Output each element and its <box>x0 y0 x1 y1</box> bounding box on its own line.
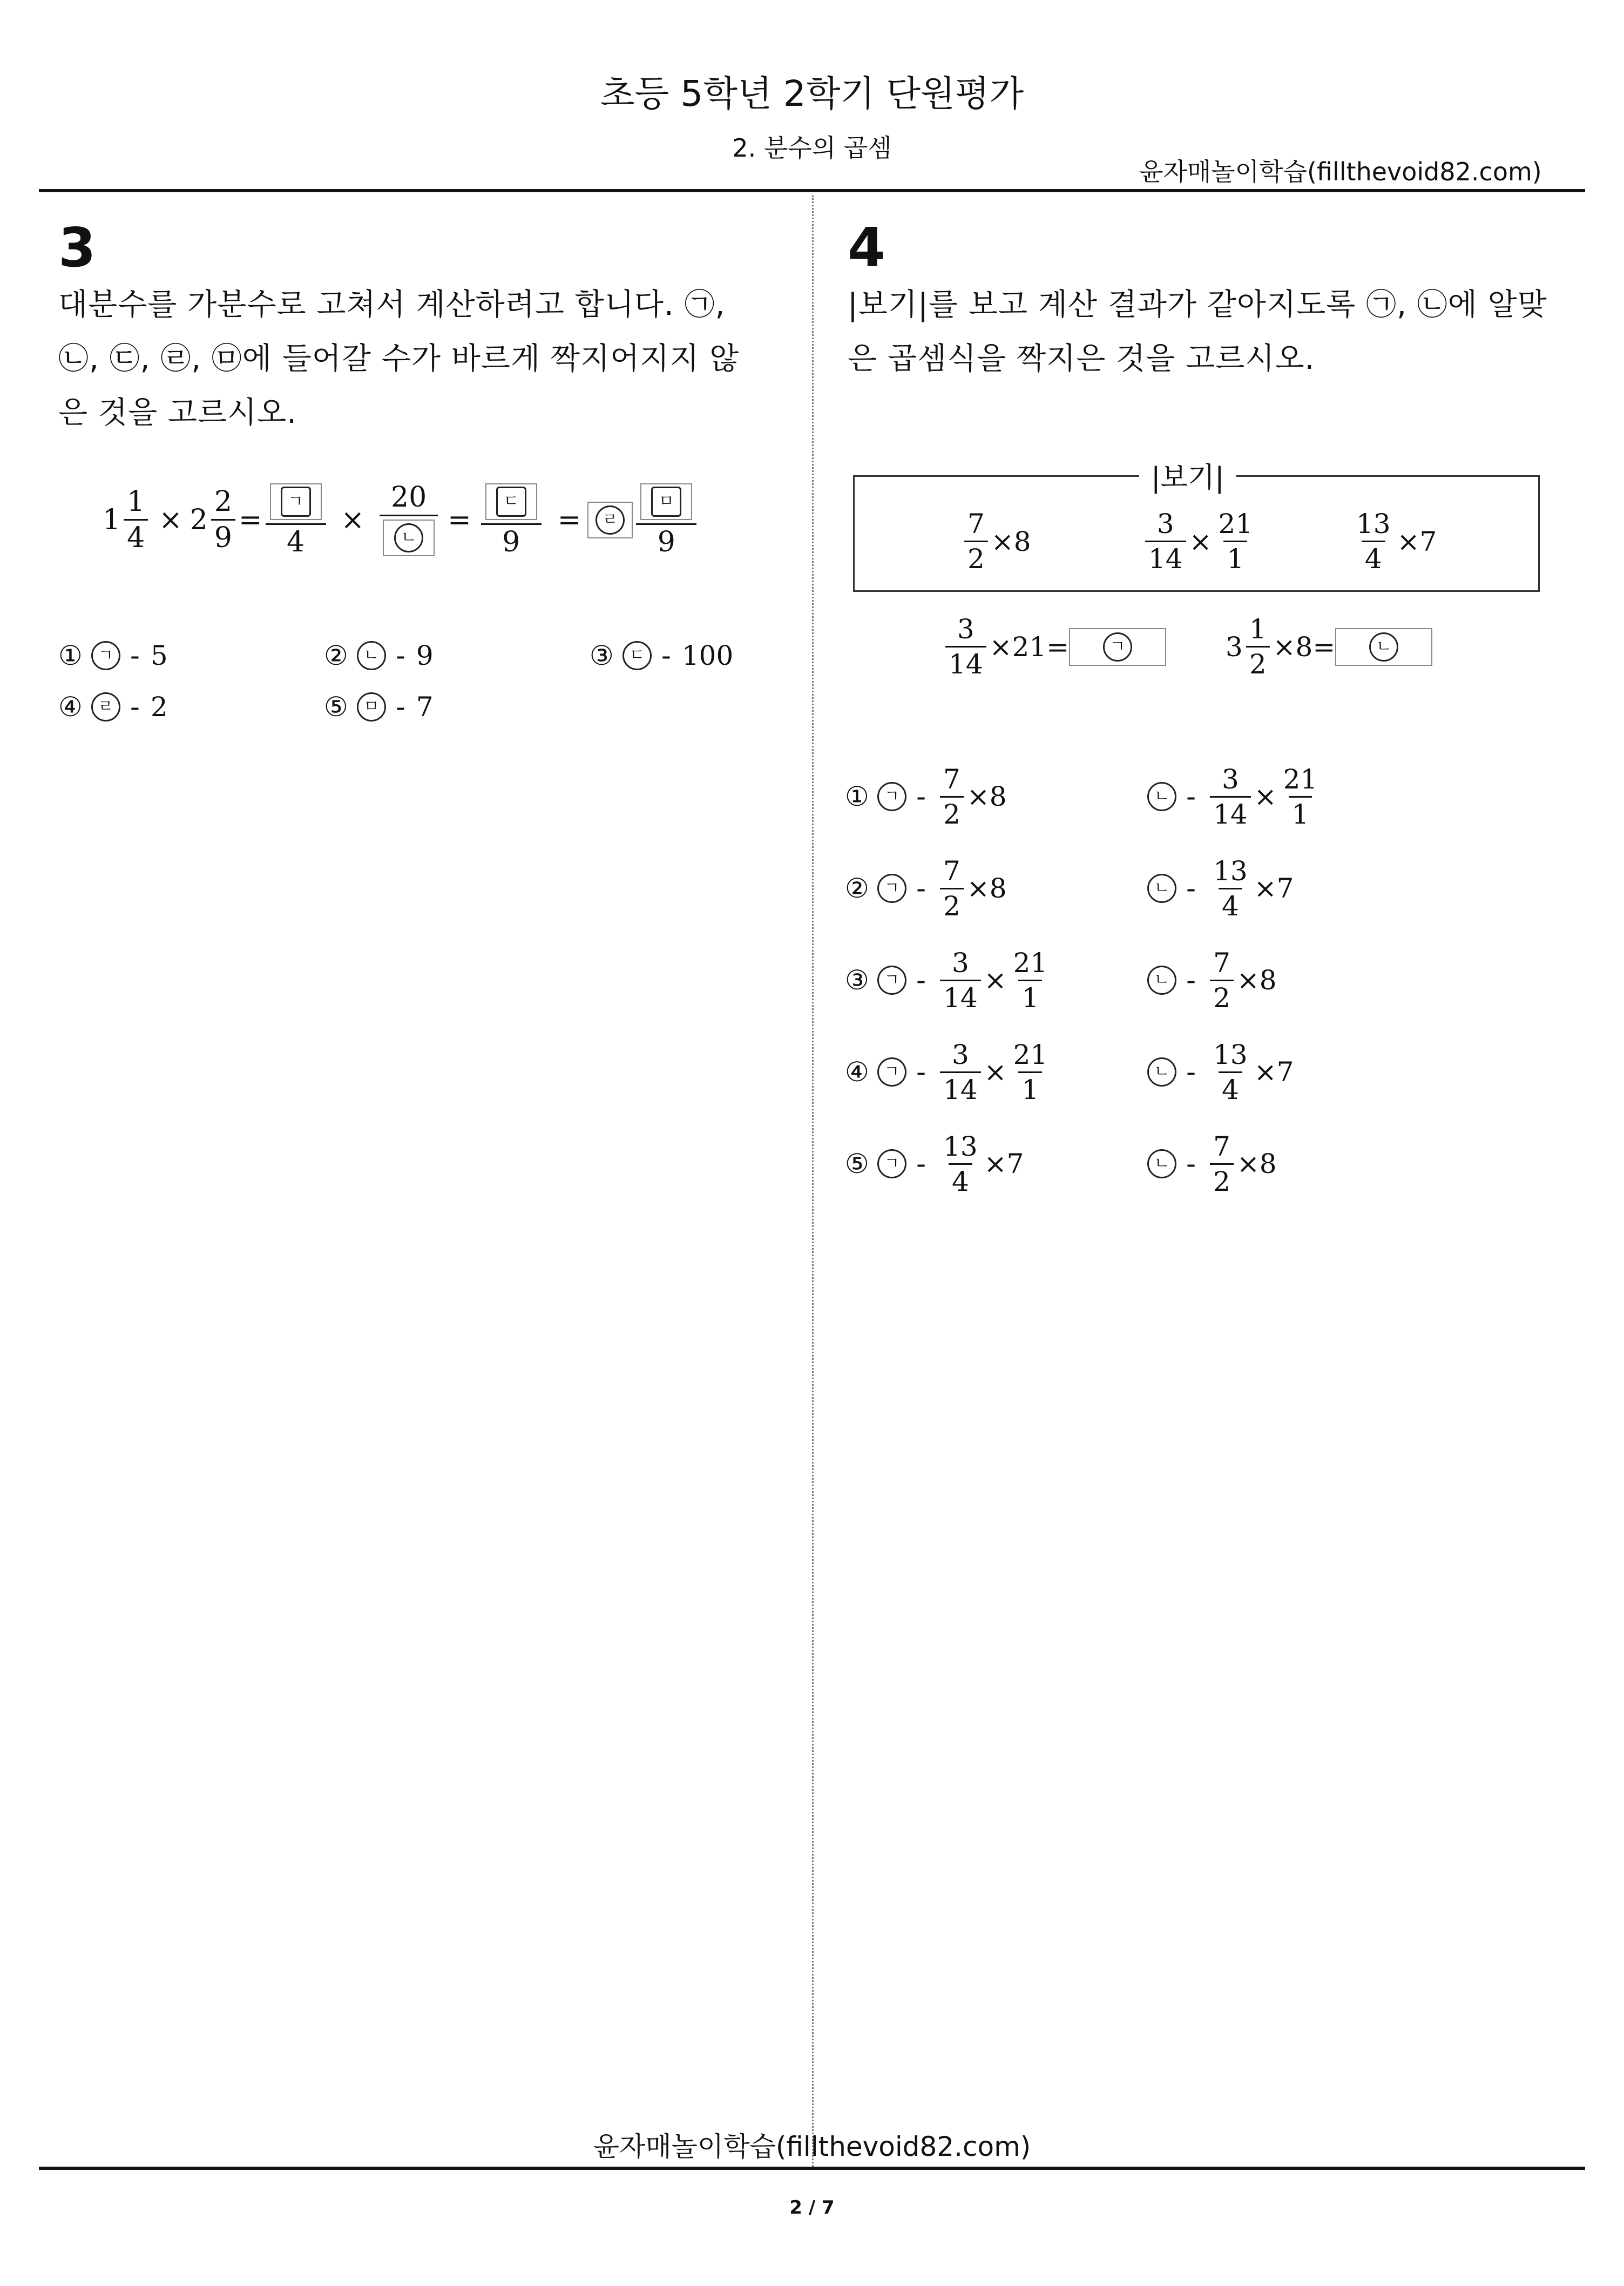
eq-fraction-1: $\frac{1}{4}$ <box>124 488 148 552</box>
bogi-expr-2: $\frac{3}{14}$ × $\frac{21}{1}$ <box>1142 510 1259 572</box>
question-3-line-2: ㉡, ㉢, ㉣, ㉤에 들어갈 수가 바르게 짝지어지지 않 <box>58 341 740 376</box>
question-3-line-1: 대분수를 가분수로 고쳐서 계산하려고 합니다. ㉠, <box>58 287 726 322</box>
footer-brand: 윤자매놀이학습(fillthevoid82.com) <box>593 2131 1031 2162</box>
column-divider <box>812 195 814 2167</box>
page-title: 초등 5학년 2학기 단원평가 <box>600 73 1024 114</box>
label-b-icon: ㄴ <box>1147 874 1176 903</box>
eq-whole-1: 1 <box>103 503 121 536</box>
unit-subtitle: 2. 분수의 곱셈 <box>732 133 892 163</box>
label-a-icon: ㄱ <box>877 966 906 995</box>
blank-box-a <box>270 483 322 520</box>
blank-box-c <box>485 483 537 520</box>
label-a-icon: ㄱ <box>281 487 311 517</box>
blank-box-a <box>1069 628 1166 666</box>
label-a-icon: ㄱ <box>877 1149 906 1178</box>
equals-sign: = <box>448 503 471 536</box>
eq-fraction-2: $\frac{2}{9}$ <box>211 488 235 552</box>
label-a-icon: ㄱ <box>877 874 906 903</box>
question-3-line-3: 은 것을 고르시오. <box>58 395 297 430</box>
label-c-icon: ㄷ <box>622 641 652 670</box>
eq-fraction-3: $\frac{\text{ㄱ}}{4}$ <box>266 483 326 556</box>
choice-5[interactable]: ⑤ ㄱ - $\frac{13}{4}$ ×7 ㄴ - $\frac{7}{2}$ ×8 <box>845 1130 1277 1197</box>
choice-2[interactable]: ② ㄱ - $\frac{7}{2}$ ×8 ㄴ - $\frac{13}{4}$ ×7 <box>845 855 1294 922</box>
label-e-icon: ㅁ <box>651 487 681 517</box>
label-b-icon: ㄴ <box>357 641 386 670</box>
bogi-expr-3: $\frac{13}{4}$ ×7 <box>1356 508 1437 575</box>
label-b-icon: ㄴ <box>1147 1149 1176 1178</box>
label-d-icon: ㄹ <box>596 505 625 535</box>
header-rule <box>39 189 1585 192</box>
label-a-icon: ㄱ <box>1103 632 1132 662</box>
label-d-icon: ㄹ <box>91 692 120 721</box>
eq-fraction-6: $\frac{\text{ㅁ}}{9}$ <box>636 483 696 556</box>
label-a-icon: ㄱ <box>91 641 120 670</box>
label-a-icon: ㄱ <box>877 1057 906 1087</box>
question-4-choices <box>845 751 1324 1210</box>
times-sign: × <box>159 503 182 536</box>
label-b-icon: ㄴ <box>1147 1057 1176 1087</box>
label-e-icon: ㅁ <box>357 692 386 721</box>
choice-5[interactable]: ⑤ ㅁ - 7 <box>324 691 434 723</box>
choice-3[interactable]: ③ ㄷ - 100 <box>590 640 734 671</box>
question-4-equation-a: $\frac{3}{14}$ ×21= ㄱ <box>942 616 1166 678</box>
choice-3[interactable]: ③ ㄱ - $\frac{3}{14}$ × $\frac{21}{1}$ ㄴ - $\frac{7}{2}$ ×8 <box>845 947 1277 1014</box>
eq-fraction-5: $\frac{\text{ㄷ}}{9}$ <box>481 483 542 556</box>
footer-rule <box>39 2167 1585 2170</box>
eq-fraction-4: $\frac{20}{\text{ㄴ}}$ <box>380 483 438 556</box>
label-b-icon: ㄴ <box>394 523 423 552</box>
choice-4[interactable]: ④ ㄱ - $\frac{3}{14}$ × $\frac{21}{1}$ ㄴ - $\frac{13}{4}$ ×7 <box>845 1039 1294 1105</box>
header-brand: 윤자매놀이학습(fillthevoid82.com) <box>1139 157 1542 186</box>
label-b-icon: ㄴ <box>1147 966 1176 995</box>
question-3-number: 3 <box>58 216 96 279</box>
choice-1[interactable]: ① ㄱ - 5 <box>58 640 168 671</box>
times-sign: × <box>341 503 365 536</box>
equals-sign: = <box>557 503 581 536</box>
blank-box-d <box>587 502 633 538</box>
label-b-icon: ㄴ <box>1369 632 1398 662</box>
question-4-equation-b: 3 $\frac{1}{2}$ ×8= ㄴ <box>1226 616 1432 678</box>
bogi-expr-1: $\frac{7}{2}$ ×8 <box>961 510 1031 572</box>
blank-box-e <box>640 483 692 520</box>
blank-box-b <box>383 520 435 556</box>
page-number: 2 / 7 <box>789 2197 835 2218</box>
question-4-text <box>848 278 1560 386</box>
bogi-label: |보기| <box>1139 455 1236 495</box>
label-a-icon: ㄱ <box>877 782 906 811</box>
equals-sign: = <box>238 503 262 536</box>
question-3-text <box>58 278 760 440</box>
question-4-number: 4 <box>848 216 885 279</box>
choice-4[interactable]: ④ ㄹ - 2 <box>58 691 168 723</box>
choice-2[interactable]: ② ㄴ - 9 <box>324 640 434 671</box>
label-c-icon: ㄷ <box>496 487 526 517</box>
question-3-equation <box>103 483 700 556</box>
question-4-line-1: |보기|를 보고 계산 결과가 같아지도록 ㉠, ㉡에 알맞 <box>848 287 1547 322</box>
blank-box-b <box>1335 628 1432 666</box>
label-b-icon: ㄴ <box>1147 782 1176 811</box>
choice-1[interactable]: ① ㄱ - $\frac{7}{2}$ ×8 ㄴ - $\frac{3}{14}$ × $\frac{21}{1}$ <box>845 763 1318 830</box>
question-4-line-2: 은 곱셈식을 짝지은 것을 고르시오. <box>848 341 1315 376</box>
eq-whole-2: 2 <box>190 503 208 536</box>
